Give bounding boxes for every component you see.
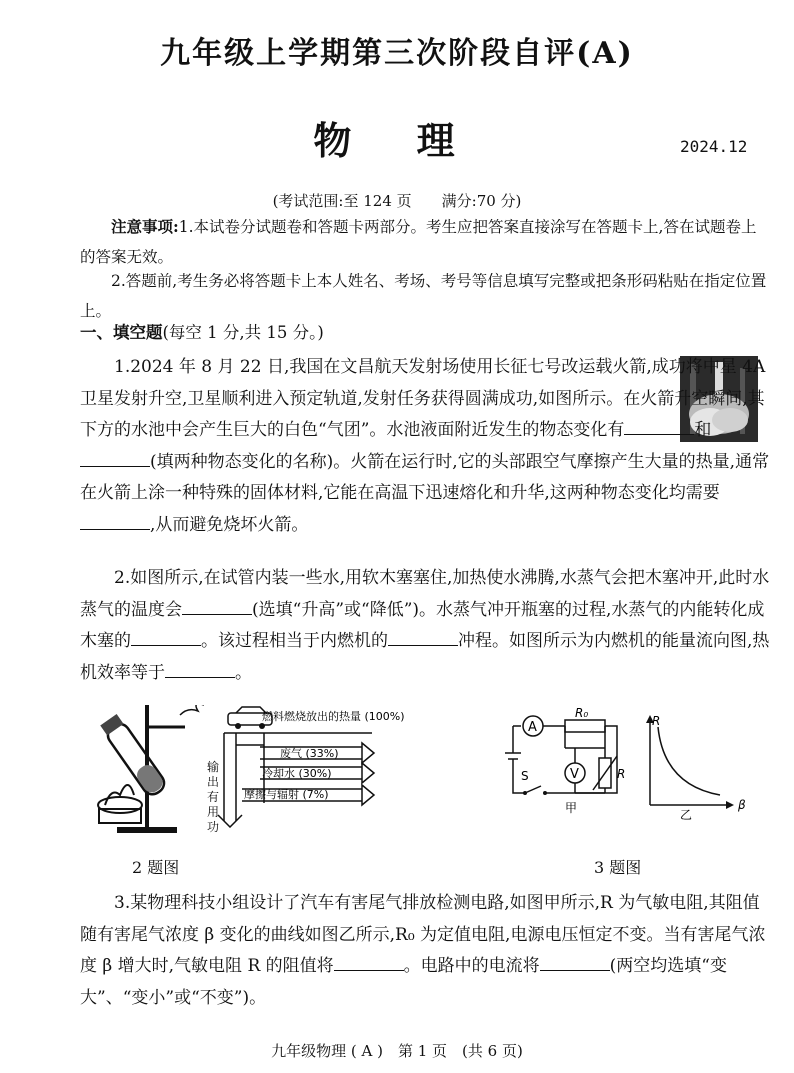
svg-text:A: A [528,720,537,735]
svg-text:R₀: R₀ [575,708,589,720]
q3-blank-2[interactable] [540,952,610,971]
q1-blank-3[interactable] [80,511,150,530]
svg-text:R: R [652,715,661,728]
cooling-label: 冷却水 (30%) [262,767,332,780]
q2-blank-3[interactable] [388,627,458,646]
exam-scope: (考试范围:至 124 页 满分:70 分) [272,192,522,210]
switch-icon [525,786,541,793]
notes-label: 注意事项: [111,217,179,236]
circuit-label: 甲 [565,801,578,815]
q1-blank-2[interactable] [80,448,150,467]
question-3: 3.某物理科技小组设计了汽车有害尾气排放检测电路,如图甲所示,R 为气敏电阻,其阻值随有害尾气浓度 β 变化的曲线如图乙所示,R₀ 为定值电阻,电源电压恒定不变。当有害尾气浓度 β 增大时,气敏电阻 R 的阻值将 。电路中的电流将 (两空均选填“变大”、“变小”或“不变”)。 [80,893,766,1008]
q2-blank-2[interactable] [131,627,201,646]
section-heading: 一、填空题(每空 1 分,共 15 分。) [80,323,324,342]
q3-blank-1[interactable] [334,952,404,971]
svg-text:β: β [738,798,746,812]
resistance-curve [658,727,720,795]
page-footer: 九年级物理 ( A ) 第 1 页 (共 6 页) [271,1042,523,1060]
heat-label: 燃料燃烧放出的热量 (100%) [262,710,405,723]
svg-text:S: S [521,769,529,783]
figure-2-caption: 2 题图 [132,858,180,877]
q2-blank-1[interactable] [182,596,252,615]
exam-date: 2024.12 [680,137,748,156]
output-work-label: 输出有用功 [207,760,220,834]
energy-flow-figure [202,703,482,828]
q1-blank-1[interactable] [624,416,694,435]
q2-blank-4[interactable] [165,659,235,678]
test-tube-apparatus-figure [85,705,220,845]
question-1: 1.2024 年 8 月 22 日,我国在文昌航天发射场使用长征七号改运载火箭,成功将中星 4A 卫星发射升空,卫星顺利进入预定轨道,发射任务获得圆满成功,如图所示。在火箭升空瞬间,其下方的水池中会产生巨大的白色“气团”。水池液面附近发生的物态变化有 和(填两种物态变化的名称)。火箭在运行时,它的头部跟空气摩擦产生大量的热量,通常在火箭上涂一种特殊的固体材料,它能在高温下迅速熔化和升华,这两种物态变化均需要,从而避免烧坏火箭。 [80,357,770,535]
graph-label: 乙 [680,808,693,820]
circuit-diagram-figure [495,708,630,818]
friction-label: 摩擦与辐射 (7%) [244,788,329,801]
exam-title: 九年级上学期第三次阶段自评(A) [160,36,634,71]
subject-title: 物 理 [313,118,481,163]
notes-item-1: 注意事项:1.本试卷分试题卷和答题卡两部分。考生应把答案直接涂写在答题卡上,答在试题卷上的答案无效。 [80,217,757,266]
svg-text:V: V [570,767,579,782]
fixed-resistor-icon [565,720,605,732]
svg-text:R: R [617,767,626,781]
question-2: 2.如图所示,在试管内装一些水,用软木塞塞住,加热使水沸腾,水蒸气会把木塞冲开,此时水蒸气的温度会 (选填“升高”或“降低”)。水蒸气冲开瓶塞的过程,水蒸气的内能转化成木塞的 。该过程相当于内燃机的 冲程。如图所示为内燃机的能量流向图,热机效率等于 。 [80,568,770,683]
notes-item-2: 2.答题前,考生务必将答题卡上本人姓名、考场、考号等信息填写完整或把条形码粘贴在指定位置上。 [80,272,767,320]
resistance-concentration-graph [640,715,770,820]
exhaust-label: 废气 (33%) [280,747,339,760]
figure-3-caption: 3 题图 [594,858,642,877]
